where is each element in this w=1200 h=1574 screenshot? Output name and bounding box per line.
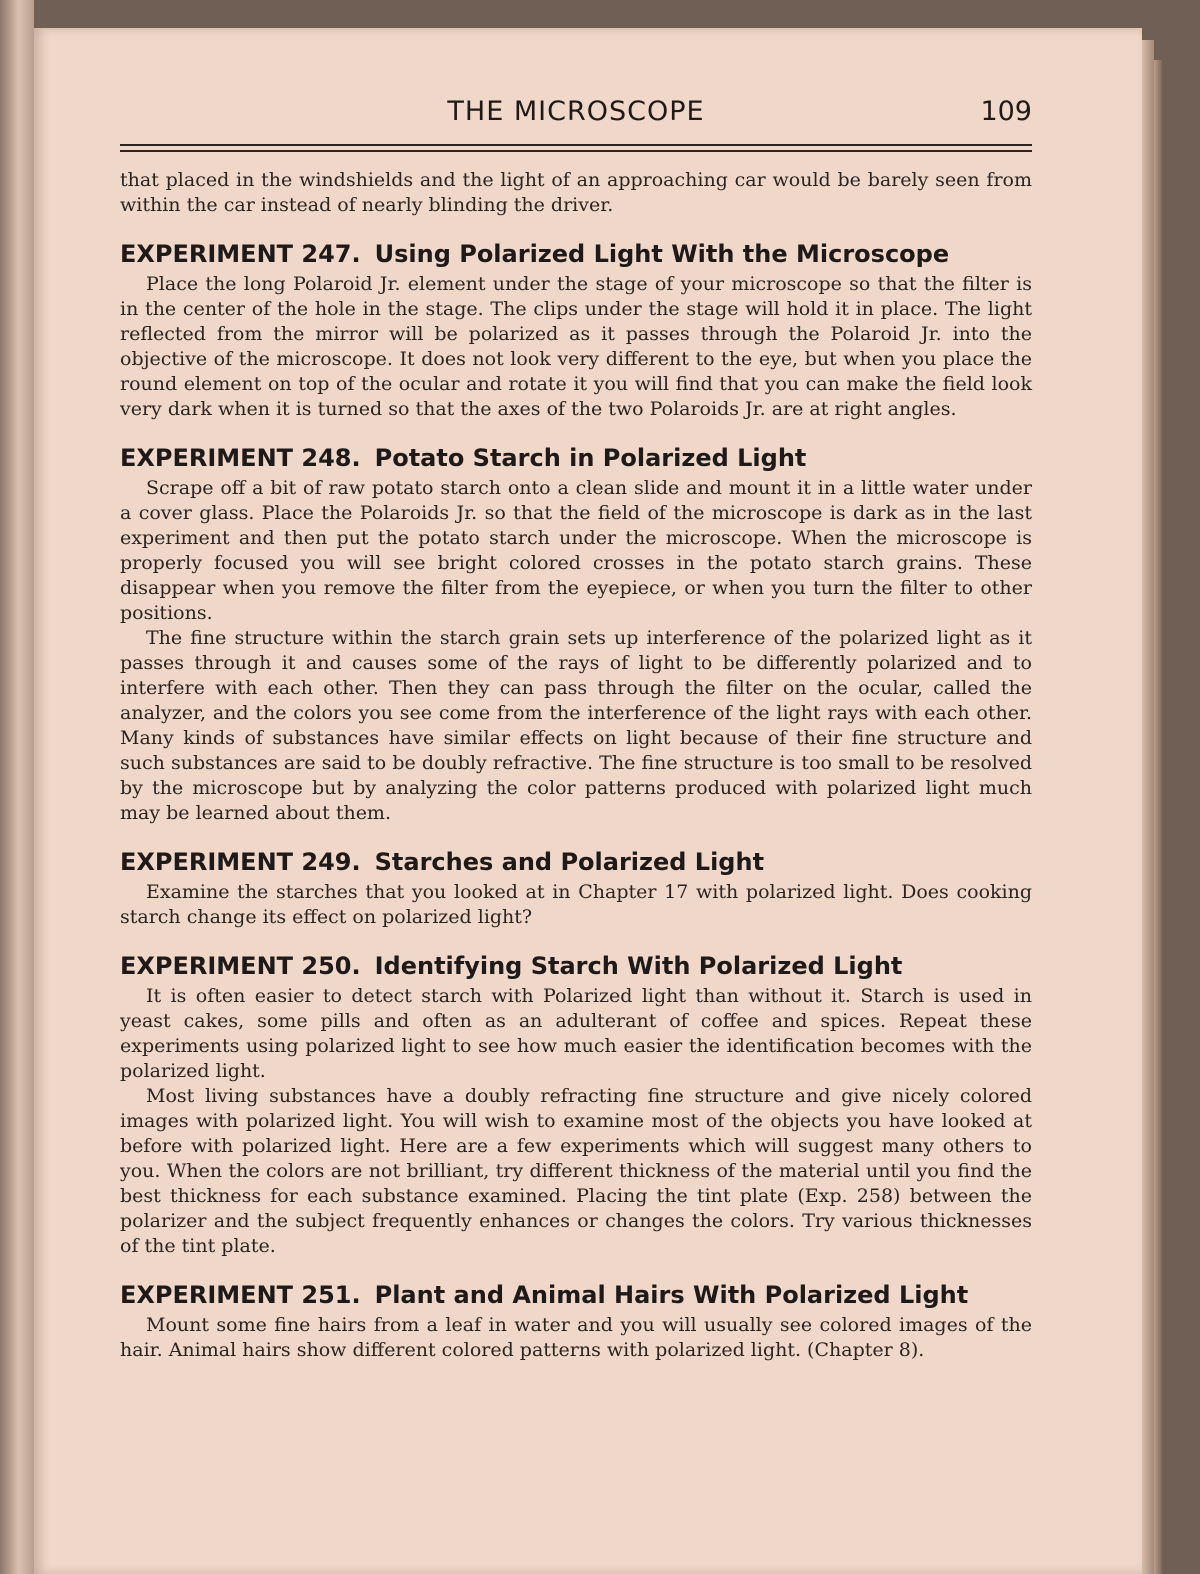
experiment-heading — [120, 1279, 1032, 1311]
experiment-number: EXPERIMENT 251. — [120, 1281, 361, 1309]
page-number: 109 — [980, 96, 1032, 127]
body-paragraph: Most living substances have a doubly refracting fine structure and give nicely colored images with polarized light. You will wish to examine most of the objects you have looked at before with polarized light. Here are a few experiments which will suggest many others to you. When the colors are not brilliant, try different thickness of the material until you find the best thickness for each substance examined. Placing the tint plate (Exp. 258) between the polarizer and the subject frequently enhances or changes the colors. Try various thicknesses of the tint plate. — [120, 1085, 1032, 1257]
experiment-title: Plant and Animal Hairs With Polarized Light — [374, 1281, 969, 1309]
body-paragraph: Mount some fine hairs from a leaf in water and you will usually see colored images of the hair. Animal hairs show different colored patterns with polarized light. (Chapter 8). — [120, 1314, 1032, 1361]
experiment-249 — [120, 846, 1032, 930]
body-paragraph: Examine the starches that you looked at in Chapter 17 with polarized light. Does cooking starch change its effect on polarized light? — [120, 881, 1032, 928]
body-paragraph: It is often easier to detect starch with Polarized light than without it. Starch is used in yeast cakes, some pills and often as an adulterant of coffee and spices. Repeat these experiments using polarized light to see how much easier the identification becomes with the polarized light. — [120, 985, 1032, 1082]
experiment-number: EXPERIMENT 249. — [120, 848, 361, 876]
experiment-heading — [120, 442, 1032, 474]
experiment-number: EXPERIMENT 247. — [120, 240, 361, 268]
running-header — [120, 96, 1032, 138]
running-header-title: THE MICROSCOPE — [447, 96, 705, 127]
adjacent-page-edge — [0, 0, 34, 1574]
experiment-number: EXPERIMENT 250. — [120, 952, 361, 980]
experiment-251 — [120, 1279, 1032, 1363]
body-paragraph: Scrape off a bit of raw potato starch onto a clean slide and mount it in a little water under a cover glass. Place the Polaroids Jr. so that the field of the microscope is dark as in the last experiment and then put the potato starch under the microscope. When the microscope is properly focused you will see bright colored crosses in the potato starch grains. These disappear when you remove the filter from the eyepiece, or when you turn the filter to other positions. — [120, 477, 1032, 624]
body-paragraph: Place the long Polaroid Jr. element under the stage of your microscope so that the filter is in the center of the hole in the stage. The clips under the stage will hold it in place. The light reflected from the mirror will be polarized as it passes through the Polaroid Jr. into the objective of the microscope. It does not look very different to the eye, but when you place the round element on top of the ocular and rotate it you will find that you can make the field look very dark when it is turned so that the axes of the two Polaroids Jr. are at right angles. — [120, 273, 1032, 420]
intro-paragraph: that placed in the windshields and the light of an approaching car would be barely seen from within the car instead of nearly blinding the driver. — [120, 169, 1032, 216]
experiment-heading — [120, 846, 1032, 878]
experiment-number: EXPERIMENT 248. — [120, 444, 361, 472]
experiment-heading — [120, 238, 1032, 270]
page-body — [120, 168, 1032, 1363]
header-rule-top — [120, 144, 1032, 146]
experiment-title: Potato Starch in Polarized Light — [374, 444, 807, 472]
experiment-heading — [120, 950, 1032, 982]
experiment-title: Starches and Polarized Light — [374, 848, 765, 876]
body-paragraph: The fine structure within the starch grain sets up interference of the polarized light as it passes through it and causes some of the rays of light to be differently polarized and to interfere with each other. Then they can pass through the filter on the ocular, called the analyzer, and the colors you see come from the interference of the light rays with each other. Many kinds of substances have similar effects on light because of their fine structure and such substances are said to be doubly refractive. The fine structure is too small to be resolved by the microscope but by analyzing the color patterns produced with polarized light much may be learned about them. — [120, 627, 1032, 824]
experiment-title: Using Polarized Light With the Microscope — [374, 240, 950, 268]
page-stack-edge-outer — [1154, 60, 1162, 1574]
experiment-247 — [120, 238, 1032, 422]
experiment-250 — [120, 950, 1032, 1259]
experiment-248 — [120, 442, 1032, 826]
experiment-title: Identifying Starch With Polarized Light — [374, 952, 903, 980]
page-stack-edge — [1142, 40, 1154, 1574]
header-rule-bottom — [120, 150, 1032, 152]
